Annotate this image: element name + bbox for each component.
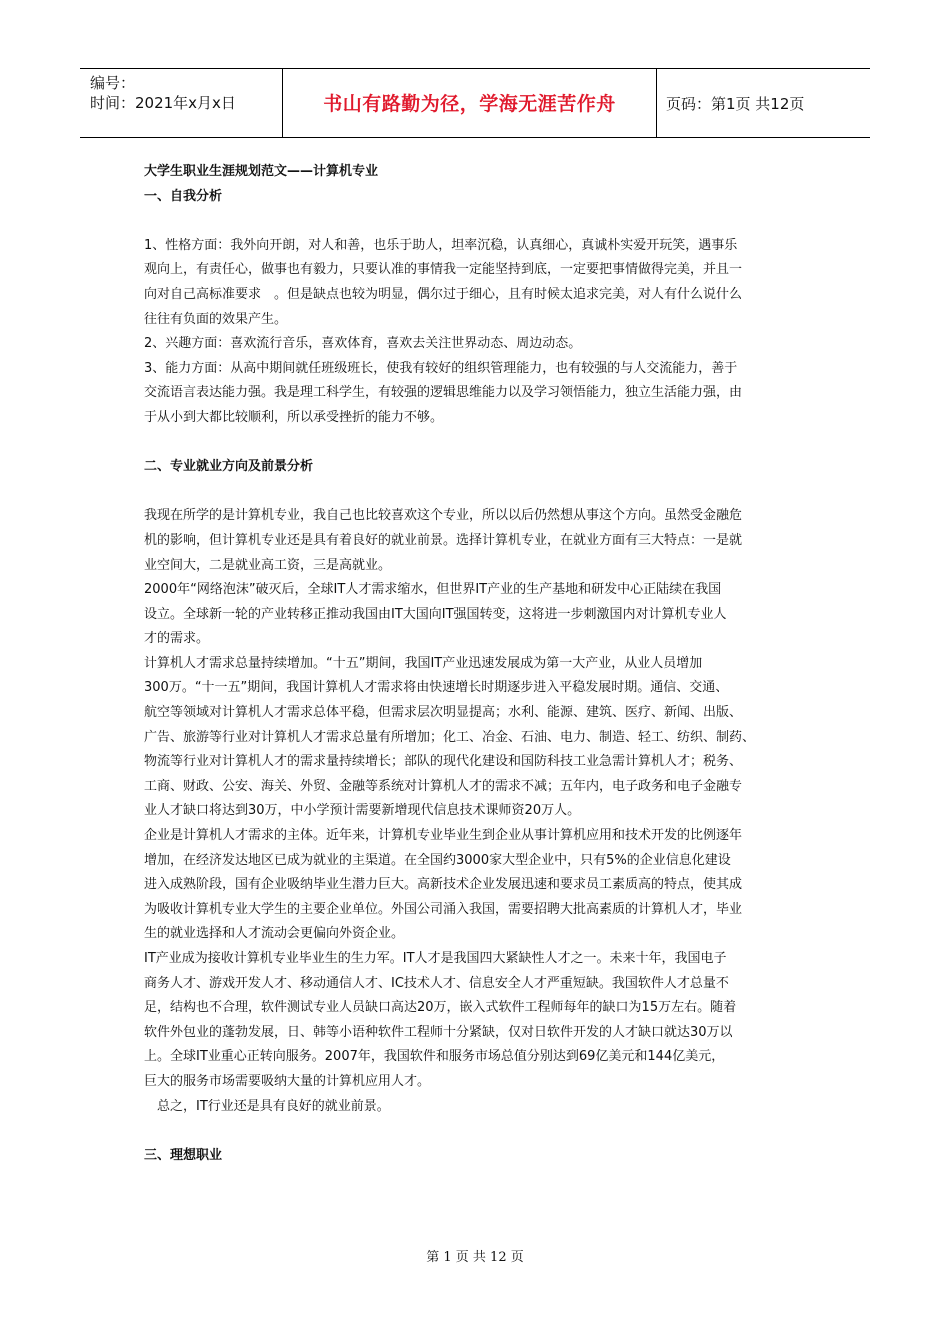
text-line: 航空等领域对计算机人才需求总体平稳，但需求层次明显提高；水利、能源、建筑、医疗、新闻、出版、	[144, 705, 743, 721]
text-line: 巨大的服务市场需要吸纳大量的计算机应用人才。	[144, 1073, 431, 1089]
paragraph-abilities	[144, 357, 816, 431]
text-line: 工商、财政、公安、海关、外贸、金融等系统对计算机人才的需求不减；五年内，电子政务和电子金融专	[144, 778, 743, 794]
text-line: 交流语言表达能力强。我是理工科学生，有较强的逻辑思维能力以及学习领悟能力，独立生活能力强，由	[144, 385, 743, 401]
text-line: 软件外包业的蓬勃发展，日、韩等小语种软件工程师十分紧缺，仅对日软件开发的人才缺口就达30万以	[144, 1024, 733, 1040]
text-line: 上。全球IT业重心正转向服务。2007年，我国软件和服务市场总值分别达到69亿美元和144亿美元，	[144, 1049, 725, 1065]
header-meta	[90, 73, 236, 113]
paragraph-interests	[144, 332, 816, 357]
section-heading: 二、专业就业方向及前景分析	[144, 459, 314, 475]
document-body	[144, 160, 816, 1168]
header-divider	[656, 69, 657, 137]
text-line: 1、性格方面：我外向开朗，对人和善，也乐于助人，坦率沉稳，认真细心，真诚朴实爱开玩笑，遇事乐	[144, 237, 738, 253]
text-line: 300万。“十一五”期间，我国计算机人才需求将由快速增长时期逐步进入平稳发展时期。通信、交通、	[144, 680, 729, 696]
text-line: IT产业成为接收计算机专业毕业生的生力军。IT人才是我国四大紧缺性人才之一。未来十年，我国电子	[144, 951, 727, 966]
text-line: 足，结构也不合理，软件测试专业人员缺口高达20万，嵌入式软件工程师每年的缺口为15万左右。随着	[144, 1000, 737, 1016]
text-line: 生的就业选择和人才流动会更偏向外资企业。	[144, 926, 405, 942]
text-line: 增加，在经济发达地区已成为就业的主渠道。在全国约3000家大型企业中，只有5%的企业信息化建设	[144, 852, 731, 868]
text-line: 机的影响，但计算机专业还是具有着良好的就业前景。选择计算机专业，在就业方面有三大特点：一是就	[144, 532, 743, 548]
text-line: 业空间大，二是就业高工资，三是高就业。	[144, 557, 392, 573]
paragraph	[144, 652, 816, 824]
text-line: 才的需求。	[144, 631, 210, 647]
text-line: 为吸收计算机专业大学生的主要企业单位。外国公司涌入我国，需要招聘大批高素质的计算机人才，毕业	[144, 901, 743, 917]
text-line: 业人才缺口将达到30万，中小学预计需要新增现代信息技术课师资20万人。	[144, 803, 581, 819]
section-heading: 一、自我分析	[144, 188, 223, 204]
text-line: 商务人才、游戏开发人才、移动通信人才、IC技术人才、信息安全人才严重短缺。我国软件人才总量不	[144, 975, 729, 991]
paragraph	[144, 824, 816, 947]
paragraph-personality	[144, 234, 816, 332]
text-line: 往往有负面的效果产生。	[144, 311, 288, 327]
text-line: 观向上，有责任心，做事也有毅力，只要认准的事情我一定能坚持到底，一定要把事情做得完美，并且一	[144, 262, 743, 278]
section-heading: 三、理想职业	[144, 1147, 223, 1163]
text-line: 物流等行业对计算机人才的需求量持续增长；部队的现代化建设和国防科技工业急需计算机人才；税务、	[144, 754, 743, 770]
text-line: 企业是计算机人才需求的主体。近年来，计算机专业毕业生到企业从事计算机应用和技术开发的比例逐年	[144, 828, 743, 844]
header-motto: 书山有路勤为径，学海无涯苦作舟	[323, 93, 616, 115]
paragraph	[144, 504, 816, 578]
text-line: 广告、旅游等行业对计算机人才需求总量有所增加；化工、冶金、石油、电力、制造、轻工、纺织、制药、	[144, 729, 756, 745]
text-line: 2、兴趣方面：喜欢流行音乐，喜欢体育，喜欢去关注世界动态、周边动态。	[144, 336, 582, 352]
text-line: 总之，IT行业还是具有良好的就业前景。	[144, 1098, 390, 1114]
text-line: 2000年“网络泡沫”破灭后，全球IT人才需求缩水，但世界IT产业的生产基地和研发中心正陆续在我国	[144, 582, 722, 598]
document-title: 大学生职业生涯规划范文——计算机专业	[144, 164, 379, 179]
text-line: 我现在所学的是计算机专业，我自己也比较喜欢这个专业，所以以后仍然想从事这个方向。虽然受金融危	[144, 508, 743, 524]
header-date-label: 时间：2021年x月x日	[90, 94, 236, 112]
header-page-label: 页码：第1页 共12页	[666, 95, 805, 113]
paragraph	[144, 578, 816, 652]
header-number-label: 编号：	[90, 74, 136, 92]
text-line: 于从小到大都比较顺利，所以承受挫折的能力不够。	[144, 409, 444, 425]
text-line: 3、能力方面：从高中期间就任班级班长，使我有较好的组织管理能力，也有较强的与人交流能力，善于	[144, 360, 738, 376]
text-line: 进入成熟阶段，国有企业吸纳毕业生潜力巨大。高新技术企业发展迅速和要求员工素质高的特点，使其成	[144, 877, 743, 893]
document-header	[80, 68, 870, 138]
text-line: 计算机人才需求总量持续增加。“十五”期间，我国IT产业迅速发展成为第一大产业，从业人员增加	[144, 655, 703, 671]
page-footer: 第 1 页 共 12 页	[426, 1250, 524, 1265]
paragraph	[144, 947, 816, 1095]
paragraph-conclusion	[144, 1095, 816, 1120]
text-line: 设立。全球新一轮的产业转移正推动我国由IT大国向IT强国转变，这将进一步刺激国内对计算机专业人	[144, 606, 727, 622]
text-line: 向对自己高标准要求 。但是缺点也较为明显，偶尔过于细心，且有时候太追求完美，对人有什么说什么	[144, 286, 743, 302]
